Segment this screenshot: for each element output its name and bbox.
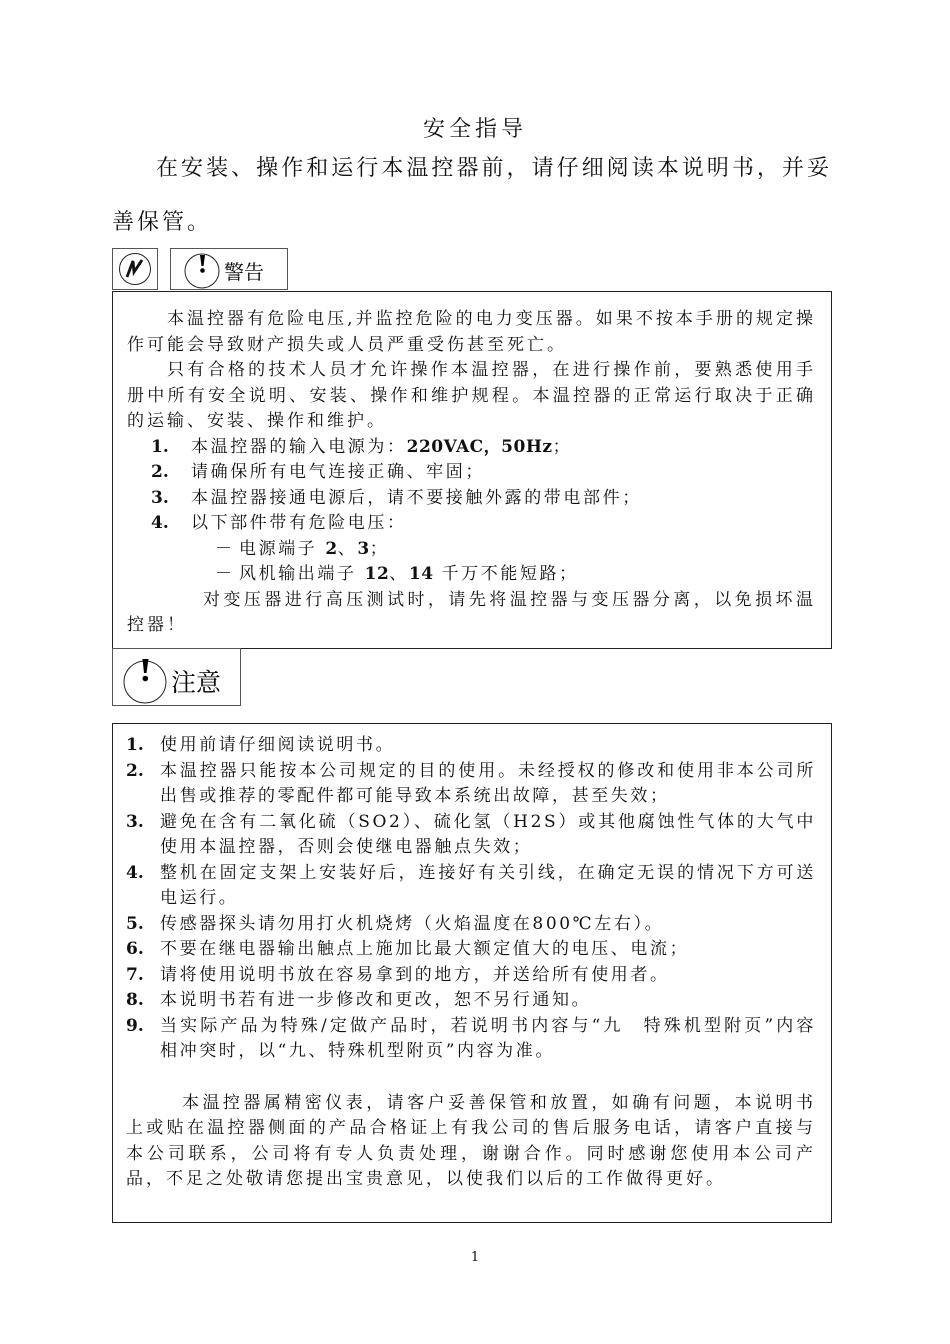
warning-panel	[112, 291, 832, 649]
list-item: 1. 使用前请仔细阅读说明书。	[126, 735, 396, 755]
caution-label: 注意	[171, 668, 222, 697]
list-item: 3. 本温控器接通电源后，请不要接触外露的带电部件；	[151, 487, 642, 508]
warning-label: 警告	[224, 260, 264, 284]
sub-list-item: － 电源端子 2、3；	[215, 538, 390, 559]
page-title: 安全指导	[422, 117, 527, 142]
list-item: 5. 传感器探头请勿用打火机烧烤（火焰温度在800℃左右）。	[126, 913, 665, 934]
high-voltage-icon-box	[112, 248, 158, 290]
list-item: 3. 避免在含有二氧化硫（SO2）、硫化氢（H2S）或其他腐蚀性气体的大气中使用本温控器，否则会使继电器触点失效；	[126, 811, 816, 857]
list-item: 1. 本温控器的输入电源为：220VAC，50Hz；	[151, 436, 573, 457]
warning-paragraph-1: 本温控器有危险电压,并监控危险的电力变压器。如果不按本手册的规定操作可能会导致财产损失或人员严重受伤甚至死亡。	[127, 309, 816, 355]
exclamation-icon	[113, 649, 173, 705]
list-item: 2. 本温控器只能按本公司规定的目的使用。未经授权的修改和使用非本公司所出售或推荐的零配件都可能导致本系统出故障，甚至失效；	[126, 760, 816, 806]
caution-panel	[112, 723, 832, 1223]
page-number: 1	[470, 1250, 480, 1265]
list-item: 8. 本说明书若有进一步修改和更改，恕不另行通知。	[126, 990, 592, 1010]
caution-header	[112, 648, 241, 706]
list-item: 4. 以下部件带有危险电压：	[151, 513, 407, 533]
list-item: 4. 整机在固定支架上安装好后，连接好有关引线，在确定无误的情况下方可送电运行。	[126, 862, 816, 908]
list-item: 9. 当实际产品为特殊/定做产品时，若说明书内容与“九 特殊机型附页”内容相冲突时，以“九、特殊机型附页”内容为准。	[126, 1015, 816, 1061]
sub-list-item: － 风机输出端子 12、14 千万不能短路；	[215, 564, 579, 584]
high-voltage-icon	[113, 249, 157, 289]
warning-paragraph-2: 只有合格的技术人员才允许操作本温控器，在进行操作前，要熟悉使用手册中所有安全说明、安装、操作和维护规程。本温控器的正常运行取决于正确的运输、安装、操作和维护。	[127, 360, 816, 431]
warning-paragraph-3: 对变压器进行高压测试时，请先将温控器与变压器分离，以免损坏温控器！	[127, 589, 816, 635]
list-item: 2. 请确保所有电气连接正确、牢固；	[151, 462, 485, 482]
list-item: 7. 请将使用说明书放在容易拿到的地方，并送给所有使用者。	[126, 964, 670, 985]
exclamation-icon	[173, 249, 223, 289]
list-item: 6. 不要在继电器输出触点上施加比最大额定值大的电压、电流；	[126, 939, 690, 959]
warning-header	[170, 248, 288, 290]
intro-paragraph: 在安装、操作和运行本温控器前，请仔细阅读本说明书，并妥善保管。	[112, 156, 832, 235]
closing-paragraph: 本温控器属精密仪表，请客户妥善保管和放置，如确有问题，本说明书上或贴在温控器侧面的产品合格证上有我公司的售后服务电话，请客户直接与本公司联系，公司将有专人负责处理，谢谢合作。同时感谢您使用本公司产品，不足之处敬请您提出宝贵意见，以使我们以后的工作做得更好。	[126, 1092, 816, 1189]
